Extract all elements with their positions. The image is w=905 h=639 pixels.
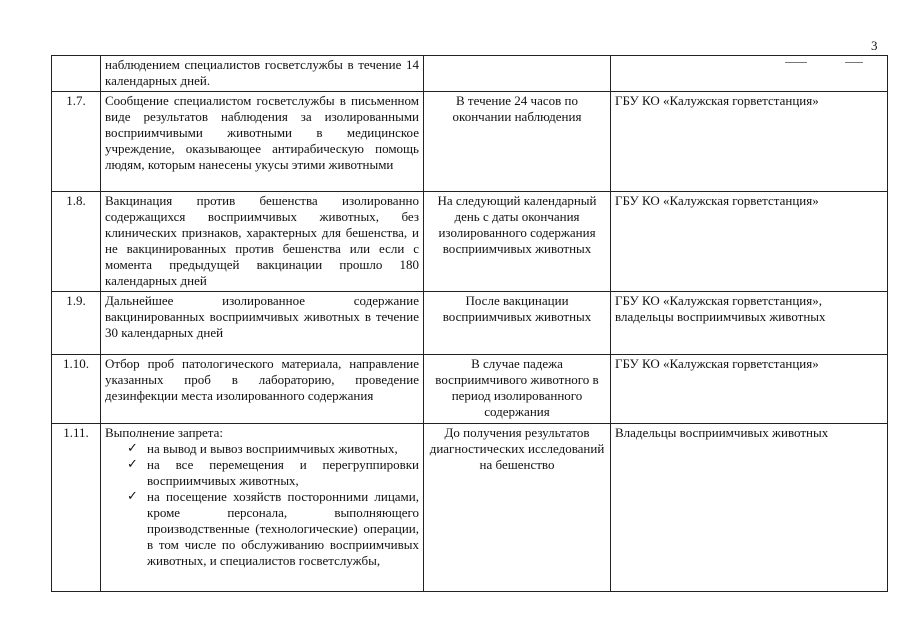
measure-description	[101, 424, 424, 592]
measure-description: Сообщение специалистом госветслужбы в письменном виде результатов наблюдения за изолированными восприимчивыми животными в медицинское учреждение, оказывающее антирабическую помощь людям, которым нанесены укусы этими животными	[101, 92, 424, 192]
measure-deadline: До получения результатов диагностических исследований на бешенство	[424, 424, 611, 592]
measure-responsible: ГБУ КО «Калужская горветстанция»	[611, 92, 888, 192]
row-number	[52, 56, 101, 92]
table-row	[52, 56, 888, 92]
measures-table	[51, 55, 888, 592]
table-row	[52, 192, 888, 292]
list-item-text: на вывод и вывоз восприимчивых животных,	[147, 441, 398, 456]
row-number: 1.11.	[52, 424, 101, 592]
table-row	[52, 424, 888, 592]
table-row	[52, 92, 888, 192]
measure-responsible: Владельцы восприимчивых животных	[611, 424, 888, 592]
prohibition-intro: Выполнение запрета:	[105, 425, 224, 440]
measure-description: Дальнейшее изолированное содержание вакцинированных восприимчивых животных в течение 30 календарных дней	[101, 292, 424, 355]
measure-responsible: ГБУ КО «Калужская горветстанция»	[611, 192, 888, 292]
checkmark-icon: ✓	[127, 441, 138, 456]
page-number: 3	[871, 38, 878, 53]
checkmark-icon: ✓	[127, 489, 138, 504]
row-number: 1.9.	[52, 292, 101, 355]
measure-responsible	[611, 56, 888, 92]
measure-deadline: После вакцинации восприимчивых животных	[424, 292, 611, 355]
measure-description: Отбор проб патологического материала, направление указанных проб в лабораторию, проведение дезинфекции места изолированного содержания	[101, 355, 424, 424]
row-number: 1.8.	[52, 192, 101, 292]
list-item	[105, 489, 419, 569]
list-item-text: на все перемещения и перегруппировки восприимчивых животных,	[147, 457, 419, 488]
measure-description: наблюдением специалистов госветслужбы в течение 14 календарных дней.	[101, 56, 424, 92]
table-row	[52, 292, 888, 355]
measure-description: Вакцинация против бешенства изолированно содержащихся восприимчивых животных, без клинических признаков, характерных для бешенства, и не вакцинированных против бешенства или если с момента предыдущей вакцинации прошло 180 календарных дней	[101, 192, 424, 292]
measure-deadline	[424, 56, 611, 92]
list-item	[105, 457, 419, 489]
measure-responsible: ГБУ КО «Калужская горветстанция», владельцы восприимчивых животных	[611, 292, 888, 355]
list-item-text: на посещение хозяйств посторонними лицами, кроме персонала, выполняющего производственные (технологические) операции, в том числе по обслуживанию восприимчивых животных, и специалистов госветслужбы,	[147, 489, 419, 568]
measure-deadline: В течение 24 часов по окончании наблюдения	[424, 92, 611, 192]
prohibition-list	[105, 441, 419, 569]
checkmark-icon: ✓	[127, 457, 138, 472]
row-number: 1.10.	[52, 355, 101, 424]
measure-responsible: ГБУ КО «Калужская горветстанция»	[611, 355, 888, 424]
table-row	[52, 355, 888, 424]
list-item	[105, 441, 419, 457]
row-number: 1.7.	[52, 92, 101, 192]
measure-deadline: На следующий календарный день с даты окончания изолированного содержания восприимчивых животных	[424, 192, 611, 292]
measure-deadline: В случае падежа восприимчивого животного в период изолированного содержания	[424, 355, 611, 424]
